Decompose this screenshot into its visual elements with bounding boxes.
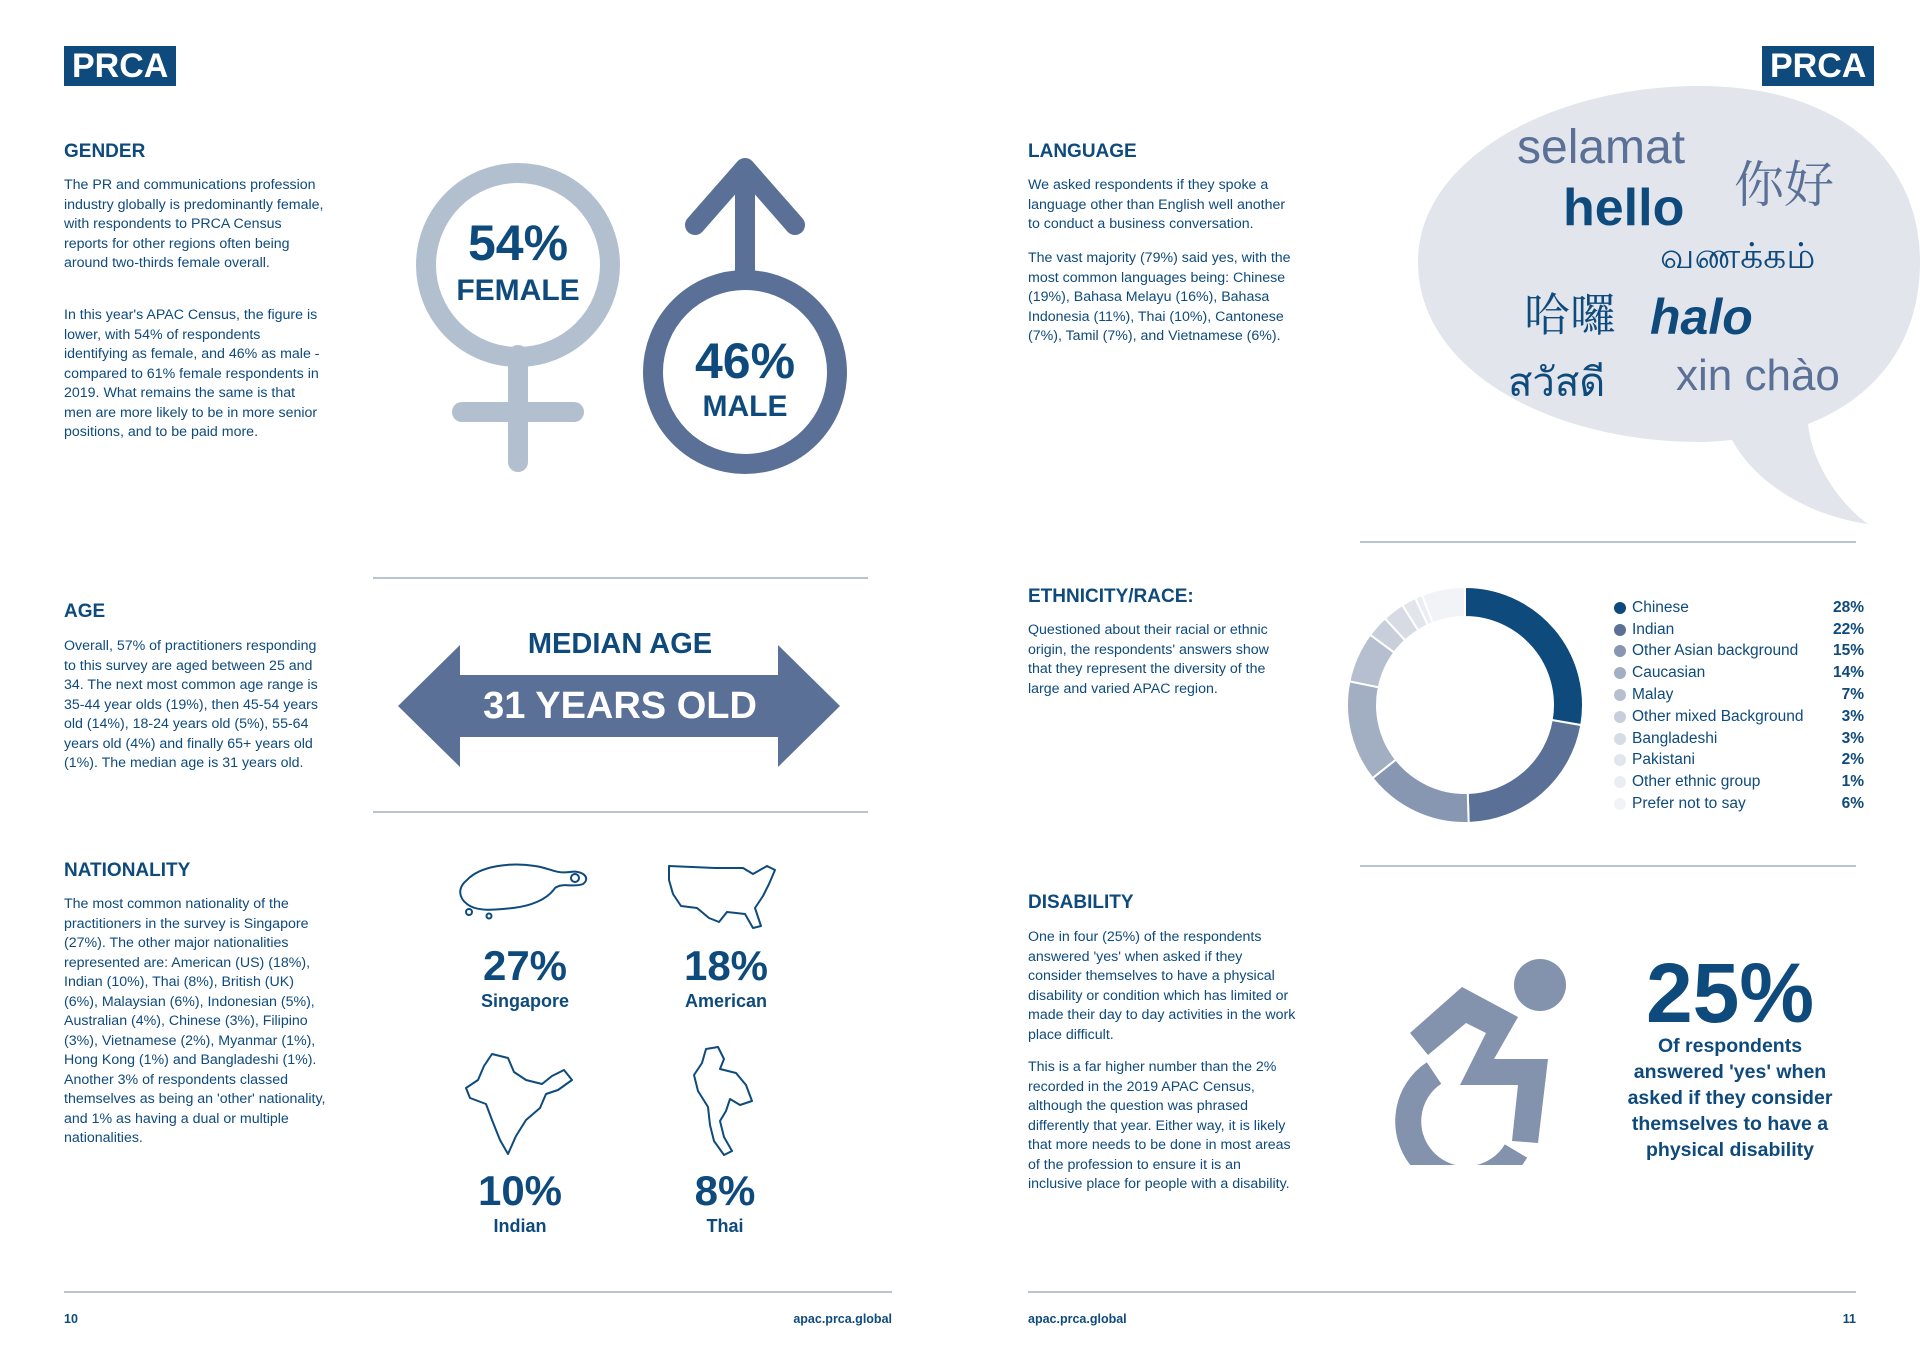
legend-label: Pakistani (1632, 751, 1695, 769)
language-heading: LANGUAGE (1028, 141, 1137, 162)
bubble-word-selamat: selamat (1517, 121, 1686, 174)
legend-label: Chinese (1632, 598, 1689, 616)
nationality-stat-label: Thai (706, 1216, 744, 1236)
nationality-stat-label: Indian (493, 1216, 547, 1236)
legend-value: 3% (1841, 729, 1864, 747)
gender-para-1: The PR and communications profession industry globally is predominantly female, with respondents to PRCA Census reports for other regions often being around two-thirds female overall. (64, 177, 324, 271)
legend-label: Indian (1632, 620, 1675, 638)
legend-swatch (1614, 776, 1626, 788)
median-age-title: MEDIAN AGE (527, 628, 713, 660)
legend-value: 3% (1841, 707, 1864, 725)
nationality-para: The most common nationality of the practitioners in the survey is Singapore (27%). The other major nationalities represented are: American (US) (18%), Indian (10%), Thai (8%), British (UK) (6%), Malaysian (6%), Indonesian (5%), Australian (4%), Chinese (3%), Filipino (3%), Vietnamese (2%), Myanmar (1%), Hong Kong (1%) and Bangladeshi (1%). Another 3% of respondents classed themselves as being an 'other' nationality, and 1% as having a dual or multiple nationalities. (64, 896, 326, 1146)
legend-label: Caucasian (1632, 664, 1706, 682)
legend-value: 15% (1832, 642, 1864, 660)
disability-para-1: One in four (25%) of the respondents answered 'yes' when asked if they consider themselves to have a physical disability or condition which has limited or made their day to day activities in the work place difficult. (1028, 929, 1296, 1043)
bubble-word-sawasdee: สวัสดี (1508, 361, 1606, 405)
gender-heading: GENDER (64, 141, 146, 162)
donut-slice-chinese (1465, 587, 1583, 725)
nationality-stat-percent: 18% (683, 942, 769, 989)
thailand-map-icon (690, 1045, 760, 1160)
gender-symbols (410, 150, 870, 480)
prca-logo-left: PRCA (64, 46, 176, 86)
legend-item (1614, 728, 1864, 750)
donut-slice-other-asian-background (1372, 760, 1468, 823)
bubble-word-nihao: 你好 (1734, 157, 1834, 213)
ethnicity-heading: ETHNICITY/RACE: (1028, 586, 1194, 607)
female-percent: 54% (467, 215, 569, 271)
divider (373, 811, 868, 813)
male-percent: 46% (694, 333, 796, 389)
divider (1360, 541, 1856, 543)
legend-label: Other ethnic group (1632, 773, 1761, 791)
disability-big-percent: 25% (1645, 946, 1815, 1040)
legend-item (1614, 662, 1864, 684)
footer-rule-right (1028, 1291, 1856, 1293)
accessibility-wheelchair-icon (1390, 955, 1590, 1165)
legend-swatch (1614, 624, 1626, 636)
ethnicity-legend (1614, 597, 1864, 815)
male-label: MALE (702, 390, 788, 423)
female-label: FEMALE (456, 274, 580, 307)
legend-swatch (1614, 667, 1626, 679)
nationality-stat-label: American (684, 991, 768, 1011)
disability-para-2: This is a far higher number than the 2% recorded in the 2019 APAC Census, although the question was phrased differently that year. Either way, it is likely that more needs to be done in most areas of the profession to ensure it is an inclusive place for people with a disability. (1028, 1059, 1291, 1192)
bubble-word-hello: hello (1563, 179, 1685, 237)
prca-logo-right: PRCA (1762, 46, 1874, 86)
median-age-value: 31 YEARS OLD (483, 685, 757, 727)
legend-value: 6% (1841, 795, 1864, 813)
legend-swatch (1614, 798, 1626, 810)
nationality-stat-percent: 27% (482, 942, 568, 989)
nationality-stat-percent: 10% (477, 1167, 563, 1214)
bubble-word-vanakkam: வணக்கம் (1660, 235, 1816, 276)
legend-label: Other mixed Background (1632, 707, 1804, 725)
footer-rule-left (64, 1291, 892, 1293)
disability-heading: DISABILITY (1028, 892, 1134, 913)
ethnicity-donut-chart (1340, 580, 1590, 830)
legend-item (1614, 771, 1864, 793)
legend-label: Bangladeshi (1632, 729, 1718, 747)
donut-slice-indian (1468, 720, 1582, 823)
ethnicity-para: Questioned about their racial or ethnic origin, the respondents' answers show that they represent the diversity of the large and varied APAC region. (1028, 622, 1269, 697)
age-para: Overall, 57% of practitioners responding to this survey are aged between 25 and 34. The next most common age range is 35-44 year olds (19%), then 45-54 years old (14%), 18-24 years old (5%), 55-64 years old (4%) and finally 65+ years old (1%). The median age is 31 years old. (64, 638, 318, 771)
legend-swatch (1614, 754, 1626, 766)
legend-label: Other Asian background (1632, 642, 1799, 660)
language-para-1: We asked respondents if they spoke a language other than English well another to conduct a business conversation. (1028, 177, 1286, 232)
legend-value: 7% (1841, 686, 1864, 704)
legend-item (1614, 641, 1864, 663)
bubble-word-cantonese: 哈囉 (1524, 289, 1616, 341)
india-map-icon (462, 1050, 577, 1160)
bubble-word-halo: halo (1650, 289, 1753, 345)
nationality-heading: NATIONALITY (64, 860, 191, 881)
legend-value: 1% (1841, 773, 1864, 791)
legend-item (1614, 706, 1864, 728)
legend-value: 28% (1832, 598, 1864, 616)
legend-item (1614, 750, 1864, 772)
page-number-left: 10 (64, 1312, 78, 1326)
legend-value: 22% (1832, 620, 1864, 638)
language-para-2: The vast majority (79%) said yes, with the most common languages being: Chinese (19%), Bahasa Melayu (16%), Bahasa Indonesia (11%), Thai (10%), Cantonese (7%), Tamil (7%), and Vietnamese (6%). (1028, 250, 1291, 344)
legend-label: Prefer not to say (1632, 795, 1746, 813)
legend-swatch (1614, 711, 1626, 723)
legend-item (1614, 793, 1864, 815)
footer-url-right[interactable]: apac.prca.global (1028, 1312, 1127, 1326)
singapore-map-icon (455, 860, 595, 920)
legend-item (1614, 619, 1864, 641)
nationality-stat-percent: 8% (694, 1167, 756, 1214)
legend-value: 14% (1832, 664, 1864, 682)
legend-value: 2% (1841, 751, 1864, 769)
gender-para-2: In this year's APAC Census, the figure is lower, with 54% of respondents identifying as female, and 46% as male - compared to 61% female respondents in 2019. What remains the same is that men are more likely to be in more senior positions, and to be paid more. (64, 307, 320, 440)
page-number-right: 11 (1842, 1312, 1856, 1326)
age-heading: AGE (64, 601, 106, 622)
legend-swatch (1614, 602, 1626, 614)
legend-swatch (1614, 733, 1626, 745)
divider (373, 577, 868, 579)
legend-item (1614, 684, 1864, 706)
footer-url-left[interactable]: apac.prca.global (793, 1312, 892, 1326)
nationality-stat-label: Singapore (480, 991, 569, 1011)
bubble-word-xinchao: xin chào (1676, 351, 1840, 400)
disability-caption: Of respondents answered 'yes' when asked if they consider themselves to have a physical disability (1627, 1035, 1833, 1161)
divider (1360, 865, 1856, 867)
legend-swatch (1614, 645, 1626, 657)
legend-label: Malay (1632, 686, 1674, 704)
legend-swatch (1614, 689, 1626, 701)
donut-slice-caucasian (1347, 681, 1396, 778)
legend-item (1614, 597, 1864, 619)
usa-map-icon (665, 860, 780, 935)
